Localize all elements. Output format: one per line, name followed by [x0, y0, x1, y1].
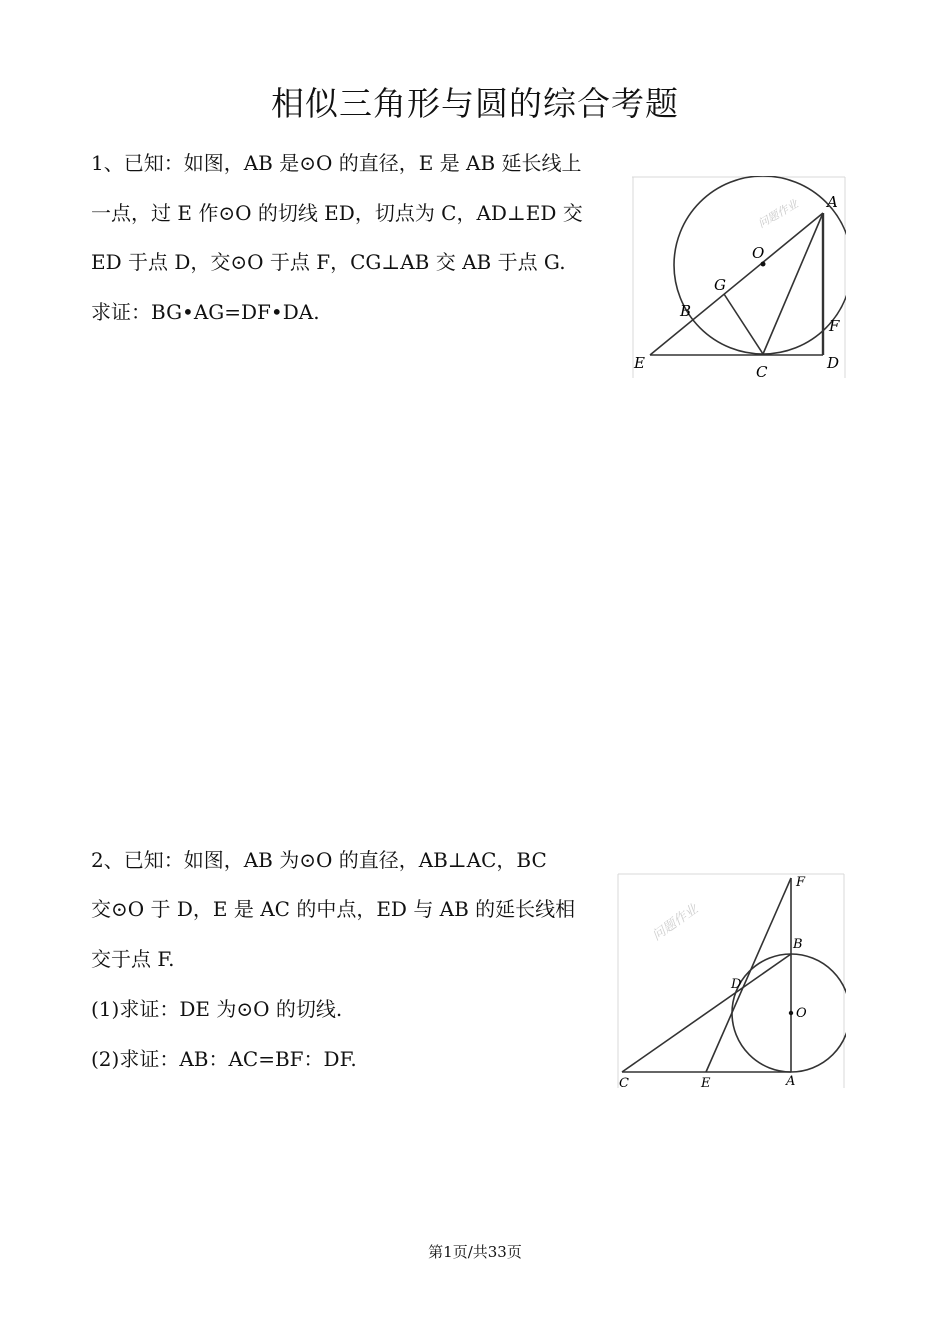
problem2-line: 交⊙O 于 D，E 是 AC 的中点，ED 与 AB 的延长线相 [91, 897, 576, 921]
label-d: D [827, 354, 840, 372]
problem2-line: (1)求证：DE 为⊙O 的切线. [91, 997, 343, 1021]
line-cb [622, 954, 791, 1072]
problem2-line: 2、已知：如图，AB 为⊙O 的直径，AB⊥AC，BC [91, 848, 547, 872]
label-a: A [827, 193, 838, 211]
label-c: C [756, 363, 768, 381]
problem2-figure [616, 872, 846, 1092]
line-ef [706, 878, 791, 1072]
problem1-line: ED 于点 D，交⊙O 于点 F，CG⊥AB 交 AB 于点 G. [91, 250, 566, 274]
problem2-line: (2)求证：AB：AC=BF：DF. [91, 1047, 357, 1071]
label-e: E [701, 1076, 711, 1091]
center-dot [789, 1011, 793, 1015]
label-e: E [634, 354, 645, 372]
problem1-line: 1、已知：如图，AB 是⊙O 的直径，E 是 AB 延长线上 [91, 151, 582, 175]
problem1-figure [632, 176, 846, 382]
page-number: 第1页/共33页 [428, 1243, 522, 1261]
line-ca [763, 213, 823, 354]
problem1-line: 求证：BG•AG=DF•DA. [91, 300, 320, 324]
label-o: O [796, 1006, 807, 1021]
label-b: B [680, 302, 692, 320]
label-o: O [752, 244, 765, 262]
label-f: F [829, 317, 840, 335]
label-g: G [714, 276, 726, 294]
center-dot [761, 262, 766, 267]
label-b: B [793, 937, 803, 952]
watermark: 问题作业 [755, 197, 801, 231]
problem1-line: 一点，过 E 作⊙O 的切线 ED，切点为 C，AD⊥ED 交 [91, 201, 583, 225]
problem2-line: 交于点 F. [91, 947, 175, 971]
label-f: F [796, 875, 806, 890]
watermark: 问题作业 [649, 901, 701, 944]
line-gc [724, 294, 763, 354]
label-a: A [786, 1074, 796, 1089]
label-c: C [619, 1076, 629, 1091]
page-title: 相似三角形与圆的综合考题 [271, 84, 679, 123]
label-d: D [731, 977, 742, 992]
